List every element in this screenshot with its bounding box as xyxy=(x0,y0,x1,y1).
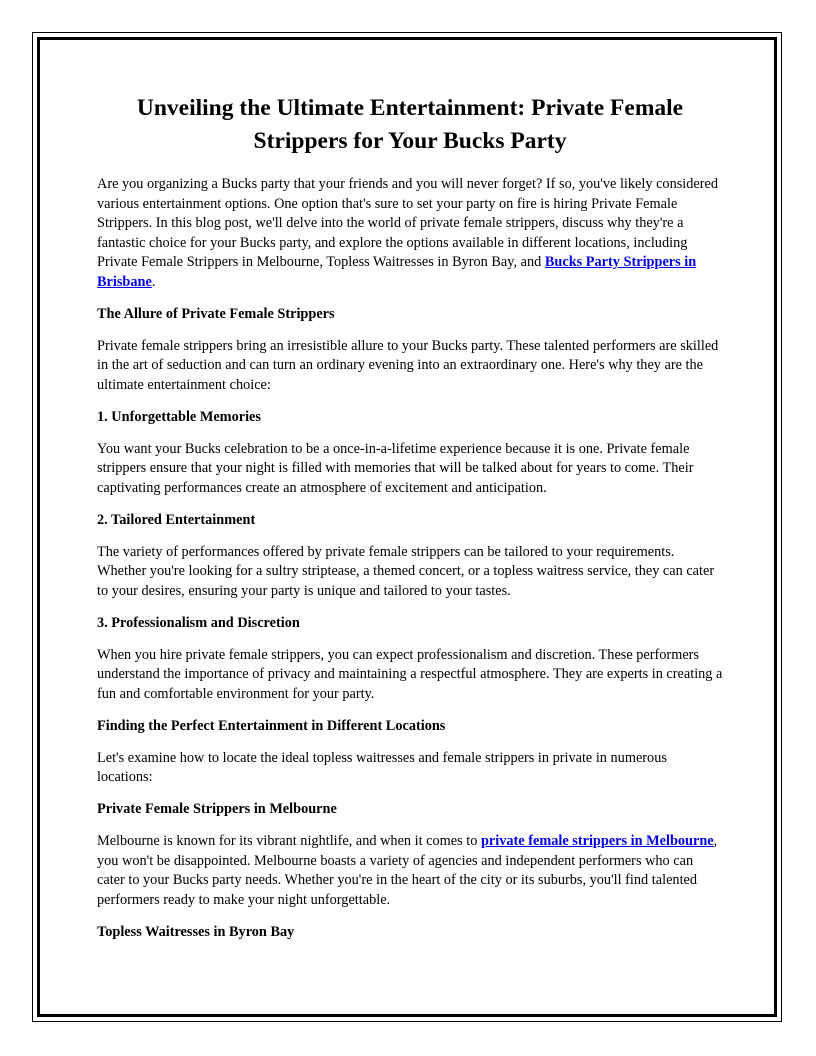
finding-paragraph: Let's examine how to locate the ideal topless waitresses and female strippers in private in numerous locations: xyxy=(97,749,667,785)
allure-heading: The Allure of Private Female Strippers xyxy=(97,305,335,322)
tailored-heading: 2. Tailored Entertainment xyxy=(97,511,256,528)
professionalism-heading: 3. Professionalism and Discretion xyxy=(97,614,300,631)
intro-paragraph xyxy=(97,175,723,292)
intro-text-end: . xyxy=(151,273,156,290)
finding-heading: Finding the Perfect Entertainment in Different Locations xyxy=(97,717,446,734)
tailored-paragraph: The variety of performances offered by private female strippers can be tailored to your requirements. Whether you're looking for a sultry striptease, a themed concert, or a topless waitress service, they can cater to your desires, ensuring your party is unique and tailored to your tastes. xyxy=(97,543,715,599)
melbourne-paragraph xyxy=(97,832,723,910)
byron-bay-heading: Topless Waitresses in Byron Bay xyxy=(97,923,295,940)
article-title: Unveiling the Ultimate Entertainment: Private Female Strippers for Your Bucks Party xyxy=(136,95,684,154)
melbourne-text: Melbourne is known for its vibrant nightlife, and when it comes to xyxy=(97,833,481,849)
melbourne-heading: Private Female Strippers in Melbourne xyxy=(97,801,337,817)
bucks-party-strippers-brisbane-link[interactable]: Bucks Party Strippers in Brisbane xyxy=(97,254,697,290)
memories-paragraph: You want your Bucks celebration to be a once-in-a-lifetime experience because it is one. Private female strippers ensure that your night is filled with memories that will be talked about for years to come. Their captivating performances create an atmosphere of excitement and anticipation. xyxy=(97,440,694,496)
memories-heading: 1. Unforgettable Memories xyxy=(97,408,261,425)
melbourne-text-end: , you won't be disappointed. Melbourne boasts a variety of agencies and independent performers who can cater to your Bucks party needs. Whether you're in the heart of the city or its suburbs, you'll find talented performers ready to make your night unforgettable. xyxy=(97,833,718,908)
article-body xyxy=(97,92,723,955)
professionalism-paragraph: When you hire private female strippers, you can expect professionalism and discretion. These performers understand the importance of privacy and maintaining a respectful atmosphere. They are experts in creating a fun and comfortable environment for your party. xyxy=(97,646,723,702)
allure-paragraph: Private female strippers bring an irresistible allure to your Bucks party. These talented performers are skilled in the art of seduction and can turn an ordinary evening into an extraordinary one. Here's why they are the ultimate entertainment choice: xyxy=(97,337,719,393)
intro-text: Are you organizing a Bucks party that your friends and you will never forget? If so, you've likely considered various entertainment options. One option that's sure to set your party on fire is hiring Private Female Strippers. In this blog post, we'll delve into the world of private female strippers, discuss why they're a fantastic choice for your Bucks party, and explore the options available in different locations, including Private Female Strippers in Melbourne, Topless Waitresses in Byron Bay, and xyxy=(97,176,719,270)
private-female-strippers-melbourne-link[interactable]: private female strippers in Melbourne xyxy=(480,833,714,849)
